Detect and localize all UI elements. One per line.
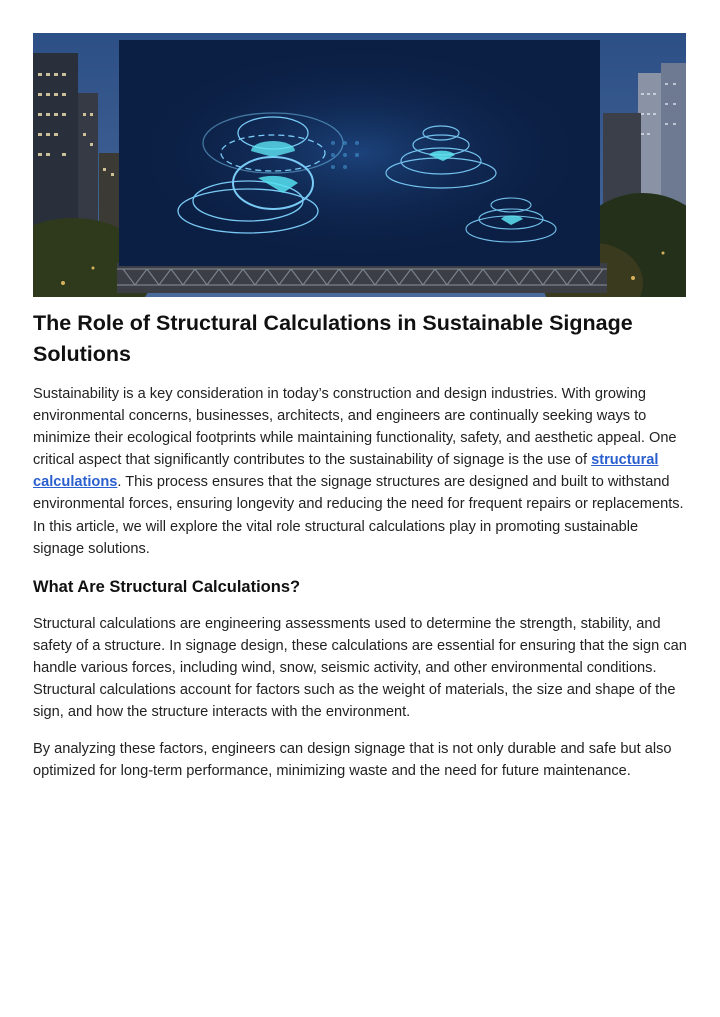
article-title: The Role of Structural Calculations in Sustainable Signage Solutions	[33, 311, 633, 366]
article	[33, 308, 689, 782]
hero-image	[33, 33, 686, 297]
holographic-billboard-image	[33, 33, 686, 297]
intro-text-after-link: . This process ensures that the signage structures are designed and built to withstand environmental forces, ensuring longevity and reducing the need for frequent repairs or replacements. In this article, we will explore the vital role structural calculations play in promoting sustainable signage solutions.	[33, 474, 684, 557]
structural-calculations-link[interactable]: structural calculations	[33, 452, 659, 491]
body-paragraph-2: By analyzing these factors, engineers can design signage that is not only durable and safe but also optimized for long-term performance, minimizing waste and the need for future maintenance.	[33, 741, 672, 780]
intro-paragraph	[33, 383, 689, 560]
intro-text-before-link: Sustainability is a key consideration in today’s construction and design industries. With growing environmental concerns, businesses, architects, and engineers are continually seeking ways to minimize their ecological footprints while maintaining functionality, safety, and aesthetic appeal. One critical aspect that significantly contributes to the sustainability of signage is the use of	[33, 386, 677, 469]
section-heading: What Are Structural Calculations?	[33, 577, 301, 596]
body-paragraph-1: Structural calculations are engineering assessments used to determine the strength, stability, and safety of a structure. In signage design, these calculations are essential for ensuring that the sign can handle various forces, including wind, snow, seismic activity, and other environmental conditions. Structural calculations account for factors such as the weight of materials, the size and shape of the sign, and how the structure interacts with the environment.	[33, 615, 687, 721]
